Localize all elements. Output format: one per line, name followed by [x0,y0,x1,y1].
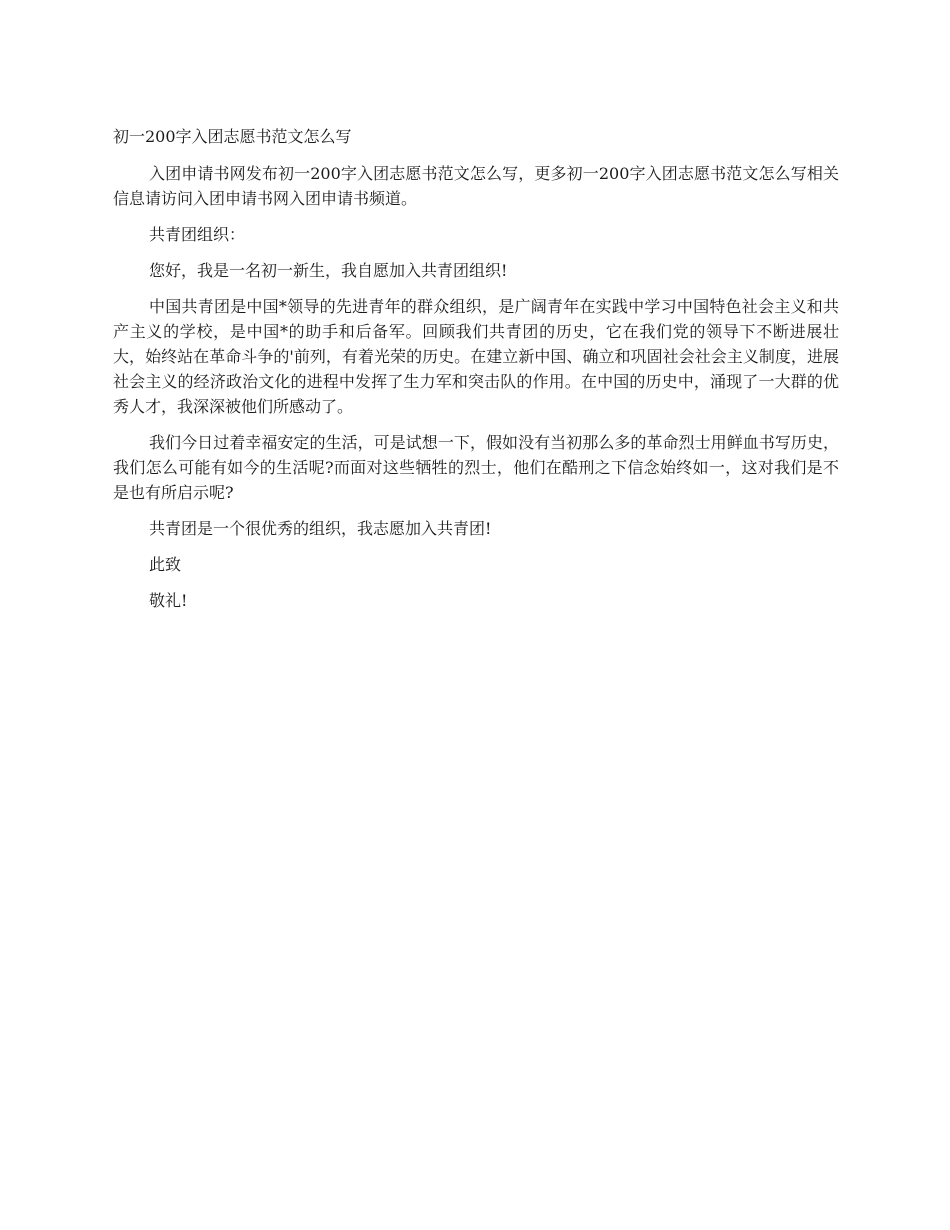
closing-regards: 敬礼! [149,591,188,610]
document-page [113,124,839,624]
greeting-paragraph: 您好，我是一名初一新生，我自愿加入共青团组织! [149,261,508,280]
body-paragraph-resolution: 共青团是一个很优秀的组织，我志愿加入共青团! [149,519,492,538]
document-title: 初一200字入团志愿书范文怎么写 [113,127,352,146]
body-paragraph-history: 中国共青团是中国*领导的先进青年的群众组织，是广阔青年在实践中学习中国特色社会主义和共产主义的学校，是中国*的助手和后备军。回顾我们共青团的历史，它在我们党的领导下不断进展壮大，始终站在革命斗争的'前列，有着光荣的历史。在建立新中国、确立和巩固社会社会主义制度，进展社会主义的经济政治文化的进程中发挥了生力军和突击队的作用。在中国的历史中，涌现了一大群的优秀人才，我深深被他们所感动了。 [113,297,839,416]
salutation: 共青团组织： [149,225,246,244]
closing-line: 此致 [149,555,182,574]
body-paragraph-reflection: 我们今日过着幸福安定的生活，可是试想一下，假如没有当初那么多的革命烈士用鲜血书写历史，我们怎么可能有如今的生活呢?而面对这些牺牲的烈士，他们在酷刑之下信念始终如一，这对我们是不是也有所启示呢? [113,433,839,502]
intro-paragraph: 入团申请书网发布初一200字入团志愿书范文怎么写，更多初一200字入团志愿书范文怎么写相关信息请访问入团申请书网入团申请书频道。 [113,164,839,208]
